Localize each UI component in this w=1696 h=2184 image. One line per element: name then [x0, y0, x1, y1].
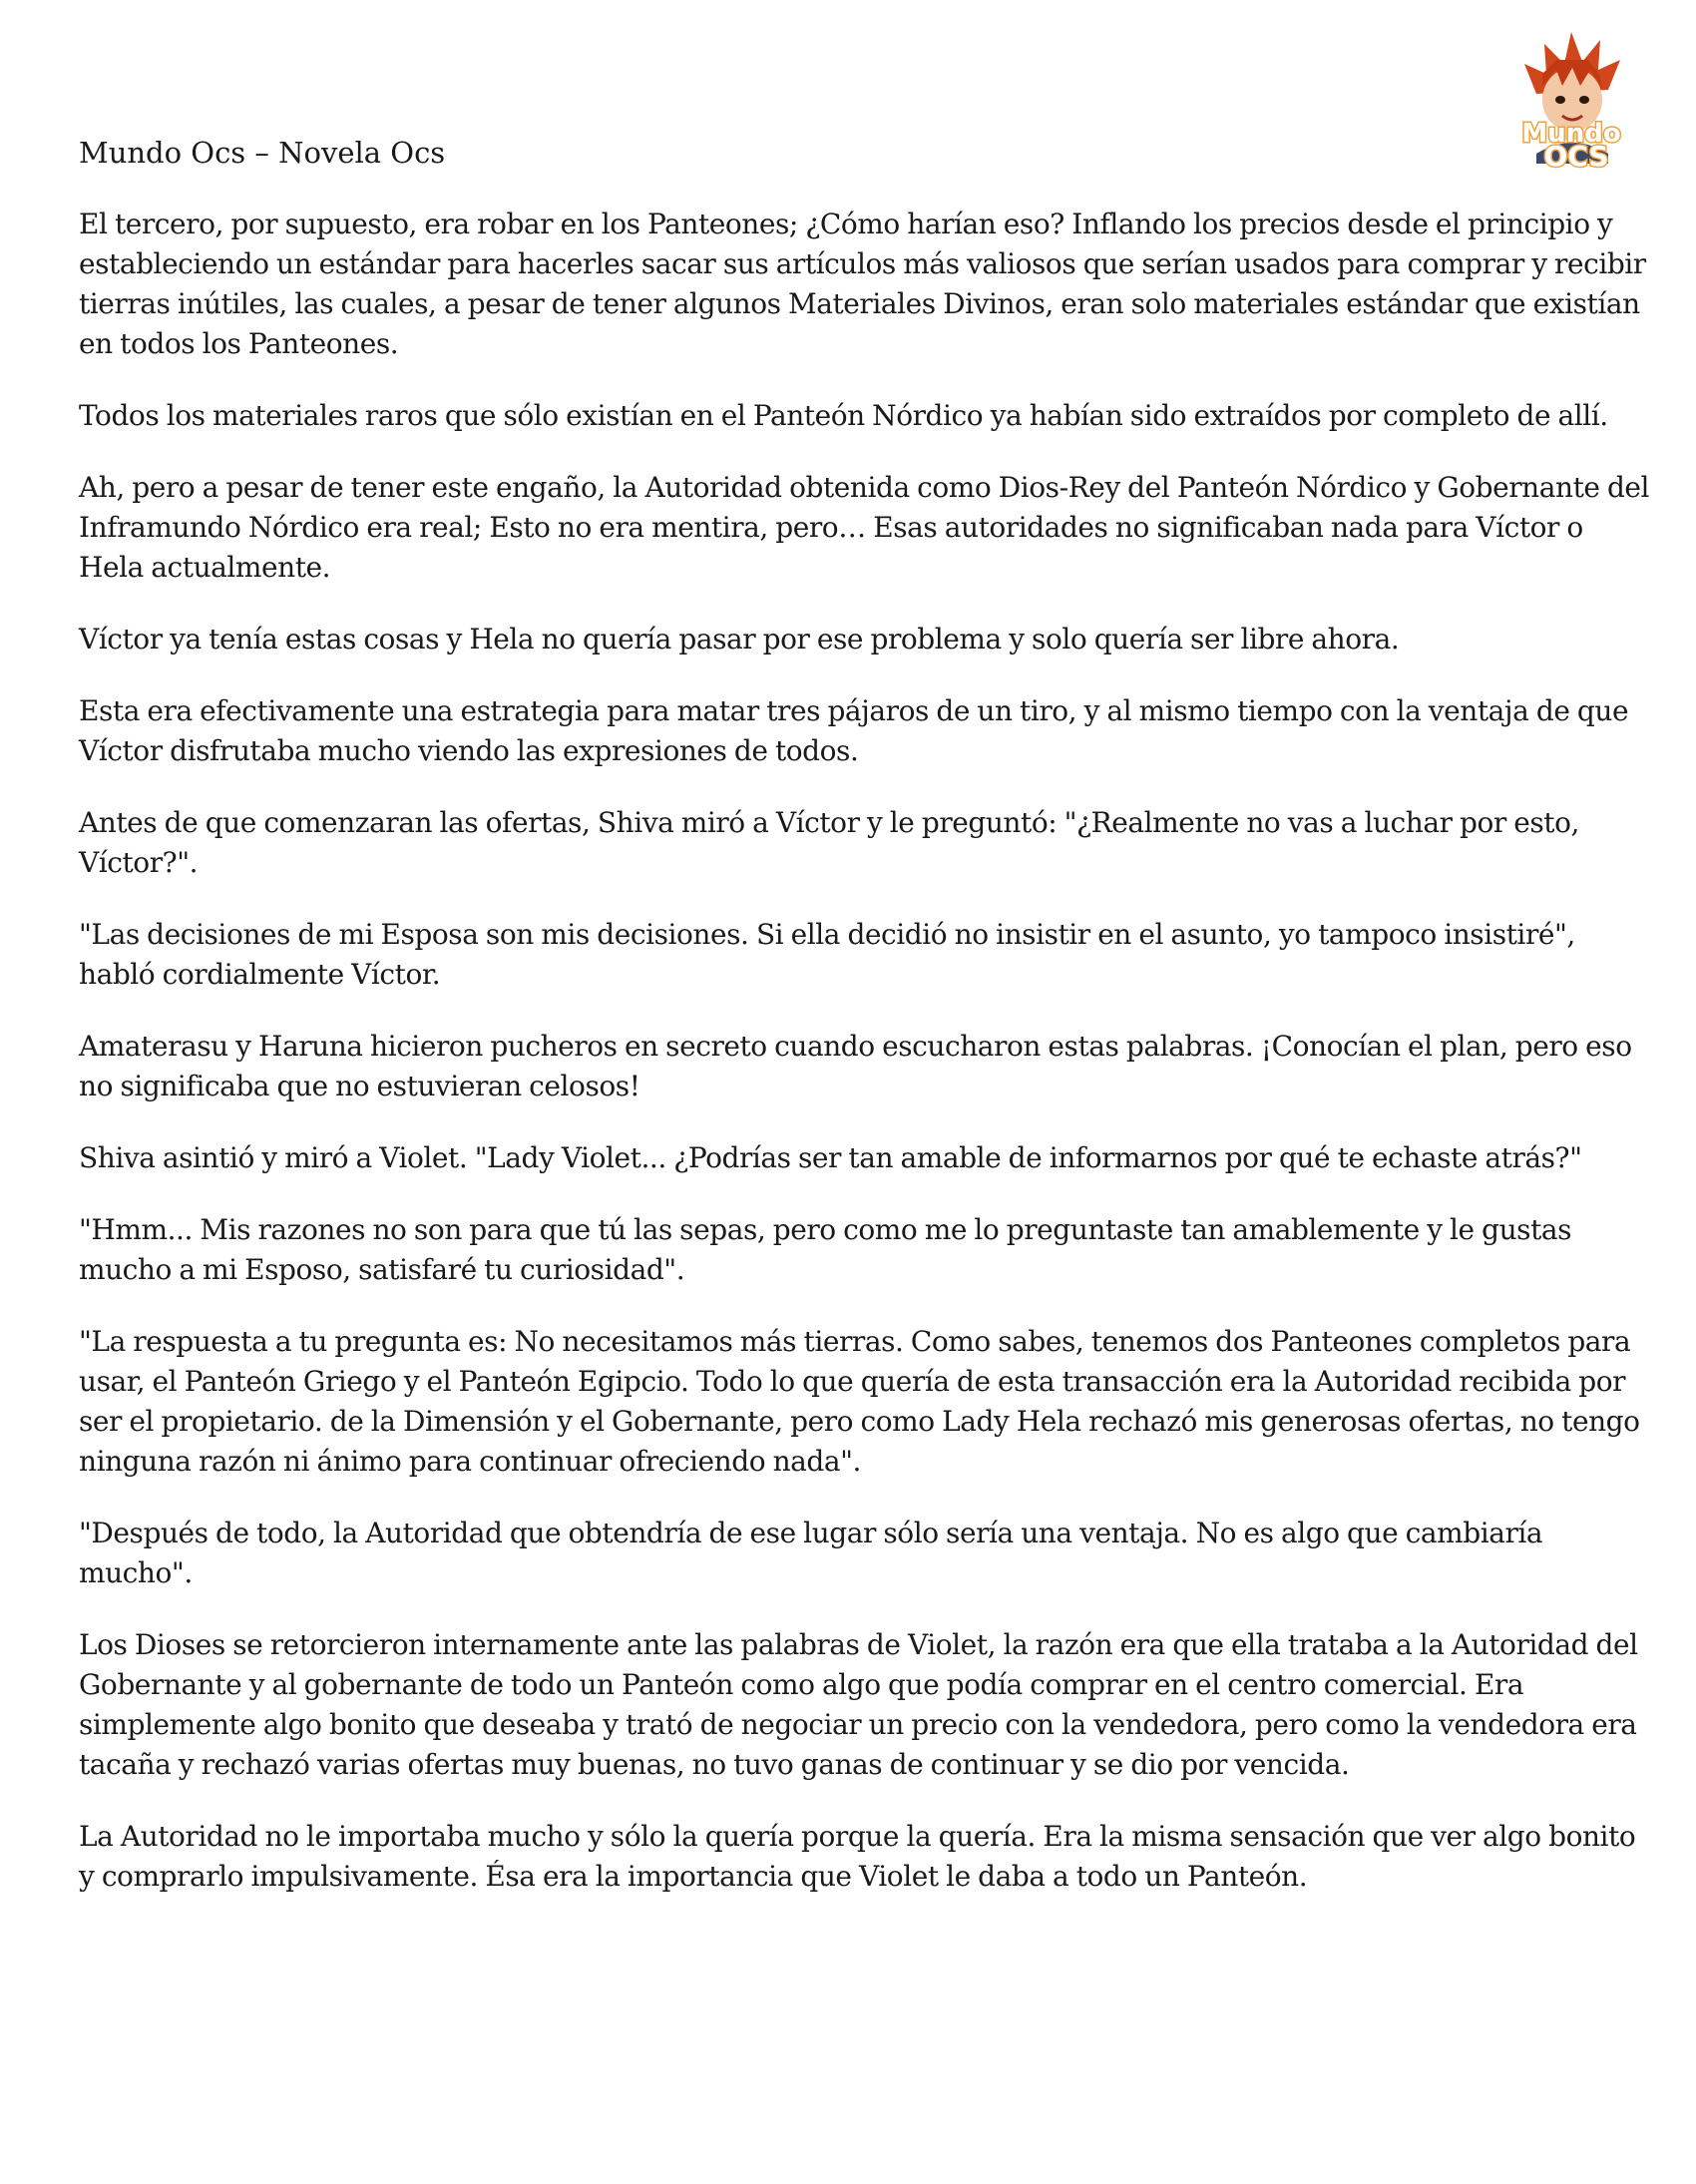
paragraph: Esta era efectivamente una estrategia para matar tres pájaros de un tiro, y al mismo tiempo con la ventaja de que Víctor disfrutaba mucho viendo las expresiones de todos.: [79, 694, 1629, 767]
paragraph: "Las decisiones de mi Esposa son mis decisiones. Si ella decidió no insistir en el asunto, yo tampoco insistiré", habló cordialmente Víctor.: [79, 918, 1575, 991]
paragraph: Amaterasu y Haruna hicieron pucheros en secreto cuando escucharon estas palabras. ¡Conocían el plan, pero eso no significaba que no estuvieran celosos!: [79, 1030, 1632, 1102]
paragraph: "Después de todo, la Autoridad que obtendría de ese lugar sólo sería una ventaja. No es algo que cambiaría mucho".: [79, 1517, 1543, 1589]
paragraph: "La respuesta a tu pregunta es: No necesitamos más tierras. Como sabes, tenemos dos Panteones completos para usar, el Panteón Griego y el Panteón Egipcio. Todo lo que quería de esta transacción era la Autoridad recibida por ser el propietario. de la Dimensión y el Gobernante, pero como Lady Hela rechazó mis generosas ofertas, no tengo ninguna razón ni ánimo para continuar ofreciendo nada".: [79, 1325, 1640, 1478]
paragraph: "Hmm... Mis razones no son para que tú las sepas, pero como me lo preguntaste tan amablemente y le gustas mucho a mi Esposo, satisfaré tu curiosidad".: [79, 1213, 1572, 1286]
paragraph: Antes de que comenzaran las ofertas, Shiva miró a Víctor y le preguntó: "¿Realmente no vas a luchar por esto, Víctor?".: [79, 806, 1579, 879]
paragraph: Víctor ya tenía estas cosas y Hela no quería pasar por ese problema y solo quería ser libre ahora.: [79, 623, 1400, 655]
logo-text-line1: Mundo: [1521, 119, 1621, 149]
paragraph: Shiva asintió y miró a Violet. "Lady Violet... ¿Podrías ser tan amable de informarnos por qué te echaste atrás?": [79, 1141, 1582, 1174]
logo-text-line2: OCS: [1543, 140, 1609, 173]
document-body: [79, 205, 1655, 1929]
paragraph: Los Dioses se retorcieron internamente ante las palabras de Violet, la razón era que ella trataba a la Autoridad del Gobernante y al gobernante de todo un Panteón como algo que podía comprar en el centro comercial. Era simplemente algo bonito que deseaba y trató de negociar un precio con la vendedora, pero como la vendedora era tacaña y rechazó varias ofertas muy buenas, no tuvo ganas de continuar y se dio por vencida.: [79, 1628, 1638, 1781]
paragraph: El tercero, por supuesto, era robar en los Panteones; ¿Cómo harían eso? Inflando los precios desde el principio y estableciendo un estándar para hacerles sacar sus artículos más valiosos que serían usados para comprar y recibir tierras inútiles, las cuales, a pesar de tener algunos Materiales Divinos, eran solo materiales estándar que existían en todos los Panteones.: [79, 208, 1646, 360]
paragraph: Todos los materiales raros que sólo existían en el Panteón Nórdico ya habían sido extraídos por completo de allí.: [79, 399, 1608, 432]
mundo-ocs-logo: [1496, 24, 1646, 174]
paragraph: Ah, pero a pesar de tener este engaño, la Autoridad obtenida como Dios-Rey del Panteón Nórdico y Gobernante del Inframundo Nórdico era real; Esto no era mentira, pero… Esas autoridades no significaban nada para Víctor o Hela actualmente.: [79, 471, 1650, 584]
logo-character-icon: [1496, 24, 1646, 174]
document-header: Mundo Ocs – Novela Ocs: [79, 136, 446, 170]
paragraph: La Autoridad no le importaba mucho y sólo la quería porque la quería. Era la misma sensación que ver algo bonito y comprarlo impulsivamente. Ésa era la importancia que Violet le daba a todo un Panteón.: [79, 1820, 1636, 1893]
